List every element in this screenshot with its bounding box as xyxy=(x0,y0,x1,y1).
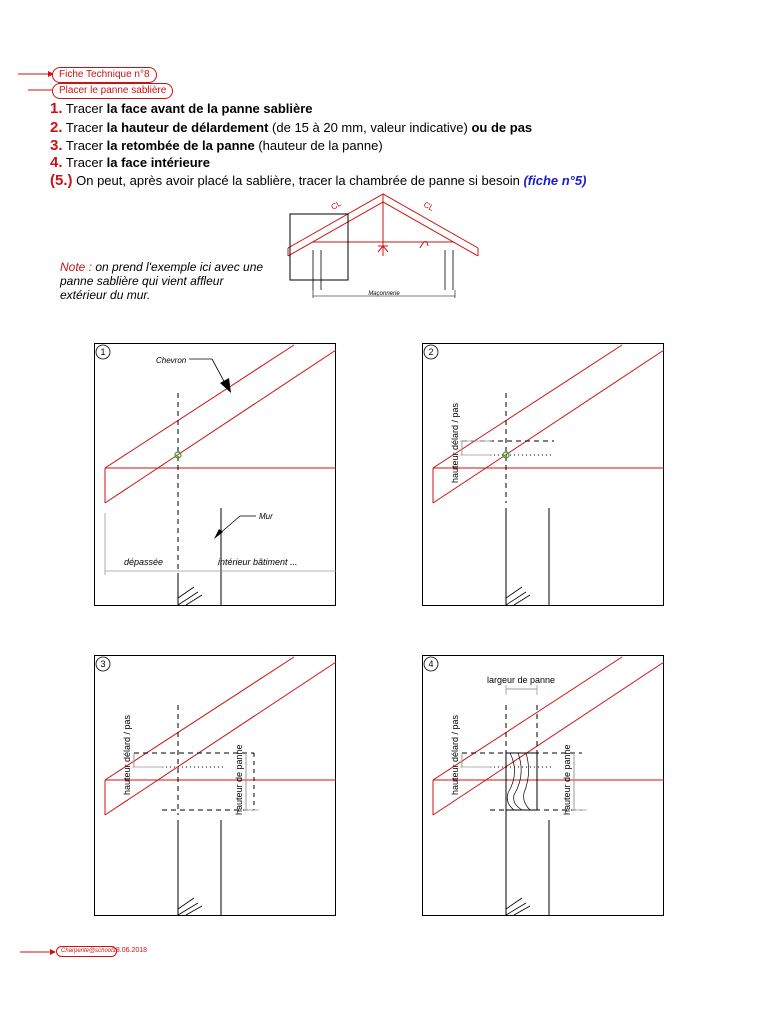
note-text: on prend l'exemple ici avec une panne sablière qui vient affleur extérieur du mur. xyxy=(60,260,264,302)
step-number: 3. xyxy=(50,137,63,154)
panel-number: 4 xyxy=(428,659,434,669)
vertical-label-2: hauteur de panne xyxy=(562,744,572,815)
chevron-label: Chevron xyxy=(156,356,187,365)
vertical-label-2: hauteur de panne xyxy=(234,744,244,815)
title-badge: Placer le panne sablière xyxy=(52,83,173,99)
panel-4 xyxy=(422,655,665,917)
panel-number: 1 xyxy=(100,347,106,357)
footer-author-badge: Charpente@school xyxy=(56,946,117,957)
axis-right-label: CL xyxy=(422,199,436,213)
depassee-label: dépassée xyxy=(124,557,164,567)
panel-number: 2 xyxy=(428,347,434,357)
step-number: (5.) xyxy=(50,172,73,189)
footer-date: 18.06.2018 xyxy=(112,947,148,954)
step-1: 1. Tracer la face avant de la panne sablière xyxy=(50,100,313,117)
panel-1 xyxy=(94,343,337,607)
interieur-label: intérieur bâtiment ... xyxy=(218,557,298,567)
step-4: 4. Tracer la face intérieure xyxy=(50,154,210,171)
step-number: 1. xyxy=(50,100,63,117)
step-3: 3. Tracer la retombée de la panne (hauteur de la panne) xyxy=(50,137,383,154)
step-number: 4. xyxy=(50,154,63,171)
mur-label: Mur xyxy=(259,512,273,521)
step-2: 2. Tracer la hauteur de délardement (de 15 à 20 mm, valeur indicative) ou de pas xyxy=(50,119,533,136)
panel-number: 3 xyxy=(100,659,106,669)
overview-sketch xyxy=(278,190,488,305)
footer-arrow xyxy=(20,946,60,960)
maconnerie-label: Maçonnerie xyxy=(368,291,400,297)
note-label: Note : xyxy=(60,260,93,274)
fiche-badge: Fiche Technique n°8 xyxy=(52,67,157,83)
vertical-label: hauteur délard / pas xyxy=(450,402,460,483)
vertical-label: hauteur délard / pas xyxy=(450,714,460,795)
top-label: largeur de panne xyxy=(486,675,556,685)
step-number: 2. xyxy=(50,119,63,136)
note xyxy=(60,260,270,302)
axis-left-label: CL xyxy=(329,198,343,212)
step-5: (5.) On peut, après avoir placé la sablière, tracer la chambrée de panne si besoin (fiche n°5) xyxy=(50,172,587,189)
vertical-label: hauteur délard / pas xyxy=(122,714,132,795)
panel-2 xyxy=(422,343,665,607)
fiche-link[interactable]: (fiche n°5) xyxy=(523,173,587,188)
panel-3 xyxy=(94,655,337,917)
